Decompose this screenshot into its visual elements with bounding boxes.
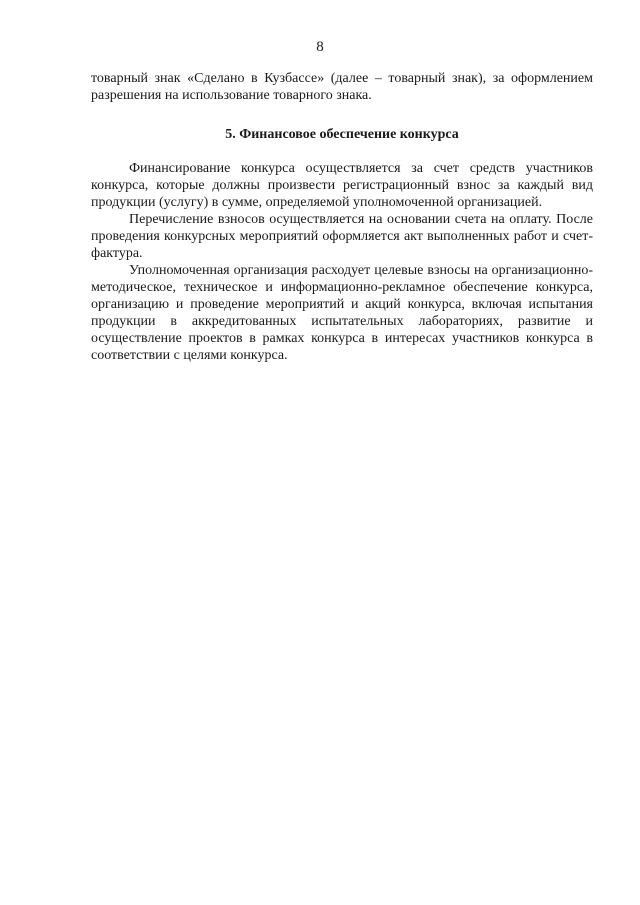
section-title: 5. Финансовое обеспечение конкурса (225, 127, 459, 142)
document-body (91, 70, 593, 364)
paragraph-expenditure: Уполномоченная организация расходует целевые взносы на организационно-методическое, техническое и информационно-рекламное обеспечение конкурса, организацию и проведение мероприятий и акций конкурса, включая испытания продукции в аккредитованных испытательных лабораториях, развитие и осуществление проектов в рамках конкурса в интересах участников конкурса в соответствии с целями конкурса. (91, 263, 593, 363)
continuation-paragraph: товарный знак «Сделано в Кузбассе» (далее – товарный знак), за оформлением разрешения на использование товарного знака. (91, 71, 593, 103)
paragraph-financing: Финансирование конкурса осуществляется за счет средств участников конкурса, которые должны произвести регистрационный взнос за каждый вид продукции (услугу) в сумме, определяемой уполномоченной организацией. (91, 161, 593, 210)
paragraph-payment: Перечисление взносов осуществляется на основании счета на оплату. После проведения конкурсных мероприятий оформляется акт выполненных работ и счет-фактура. (91, 212, 593, 261)
page-number: 8 (316, 39, 324, 55)
